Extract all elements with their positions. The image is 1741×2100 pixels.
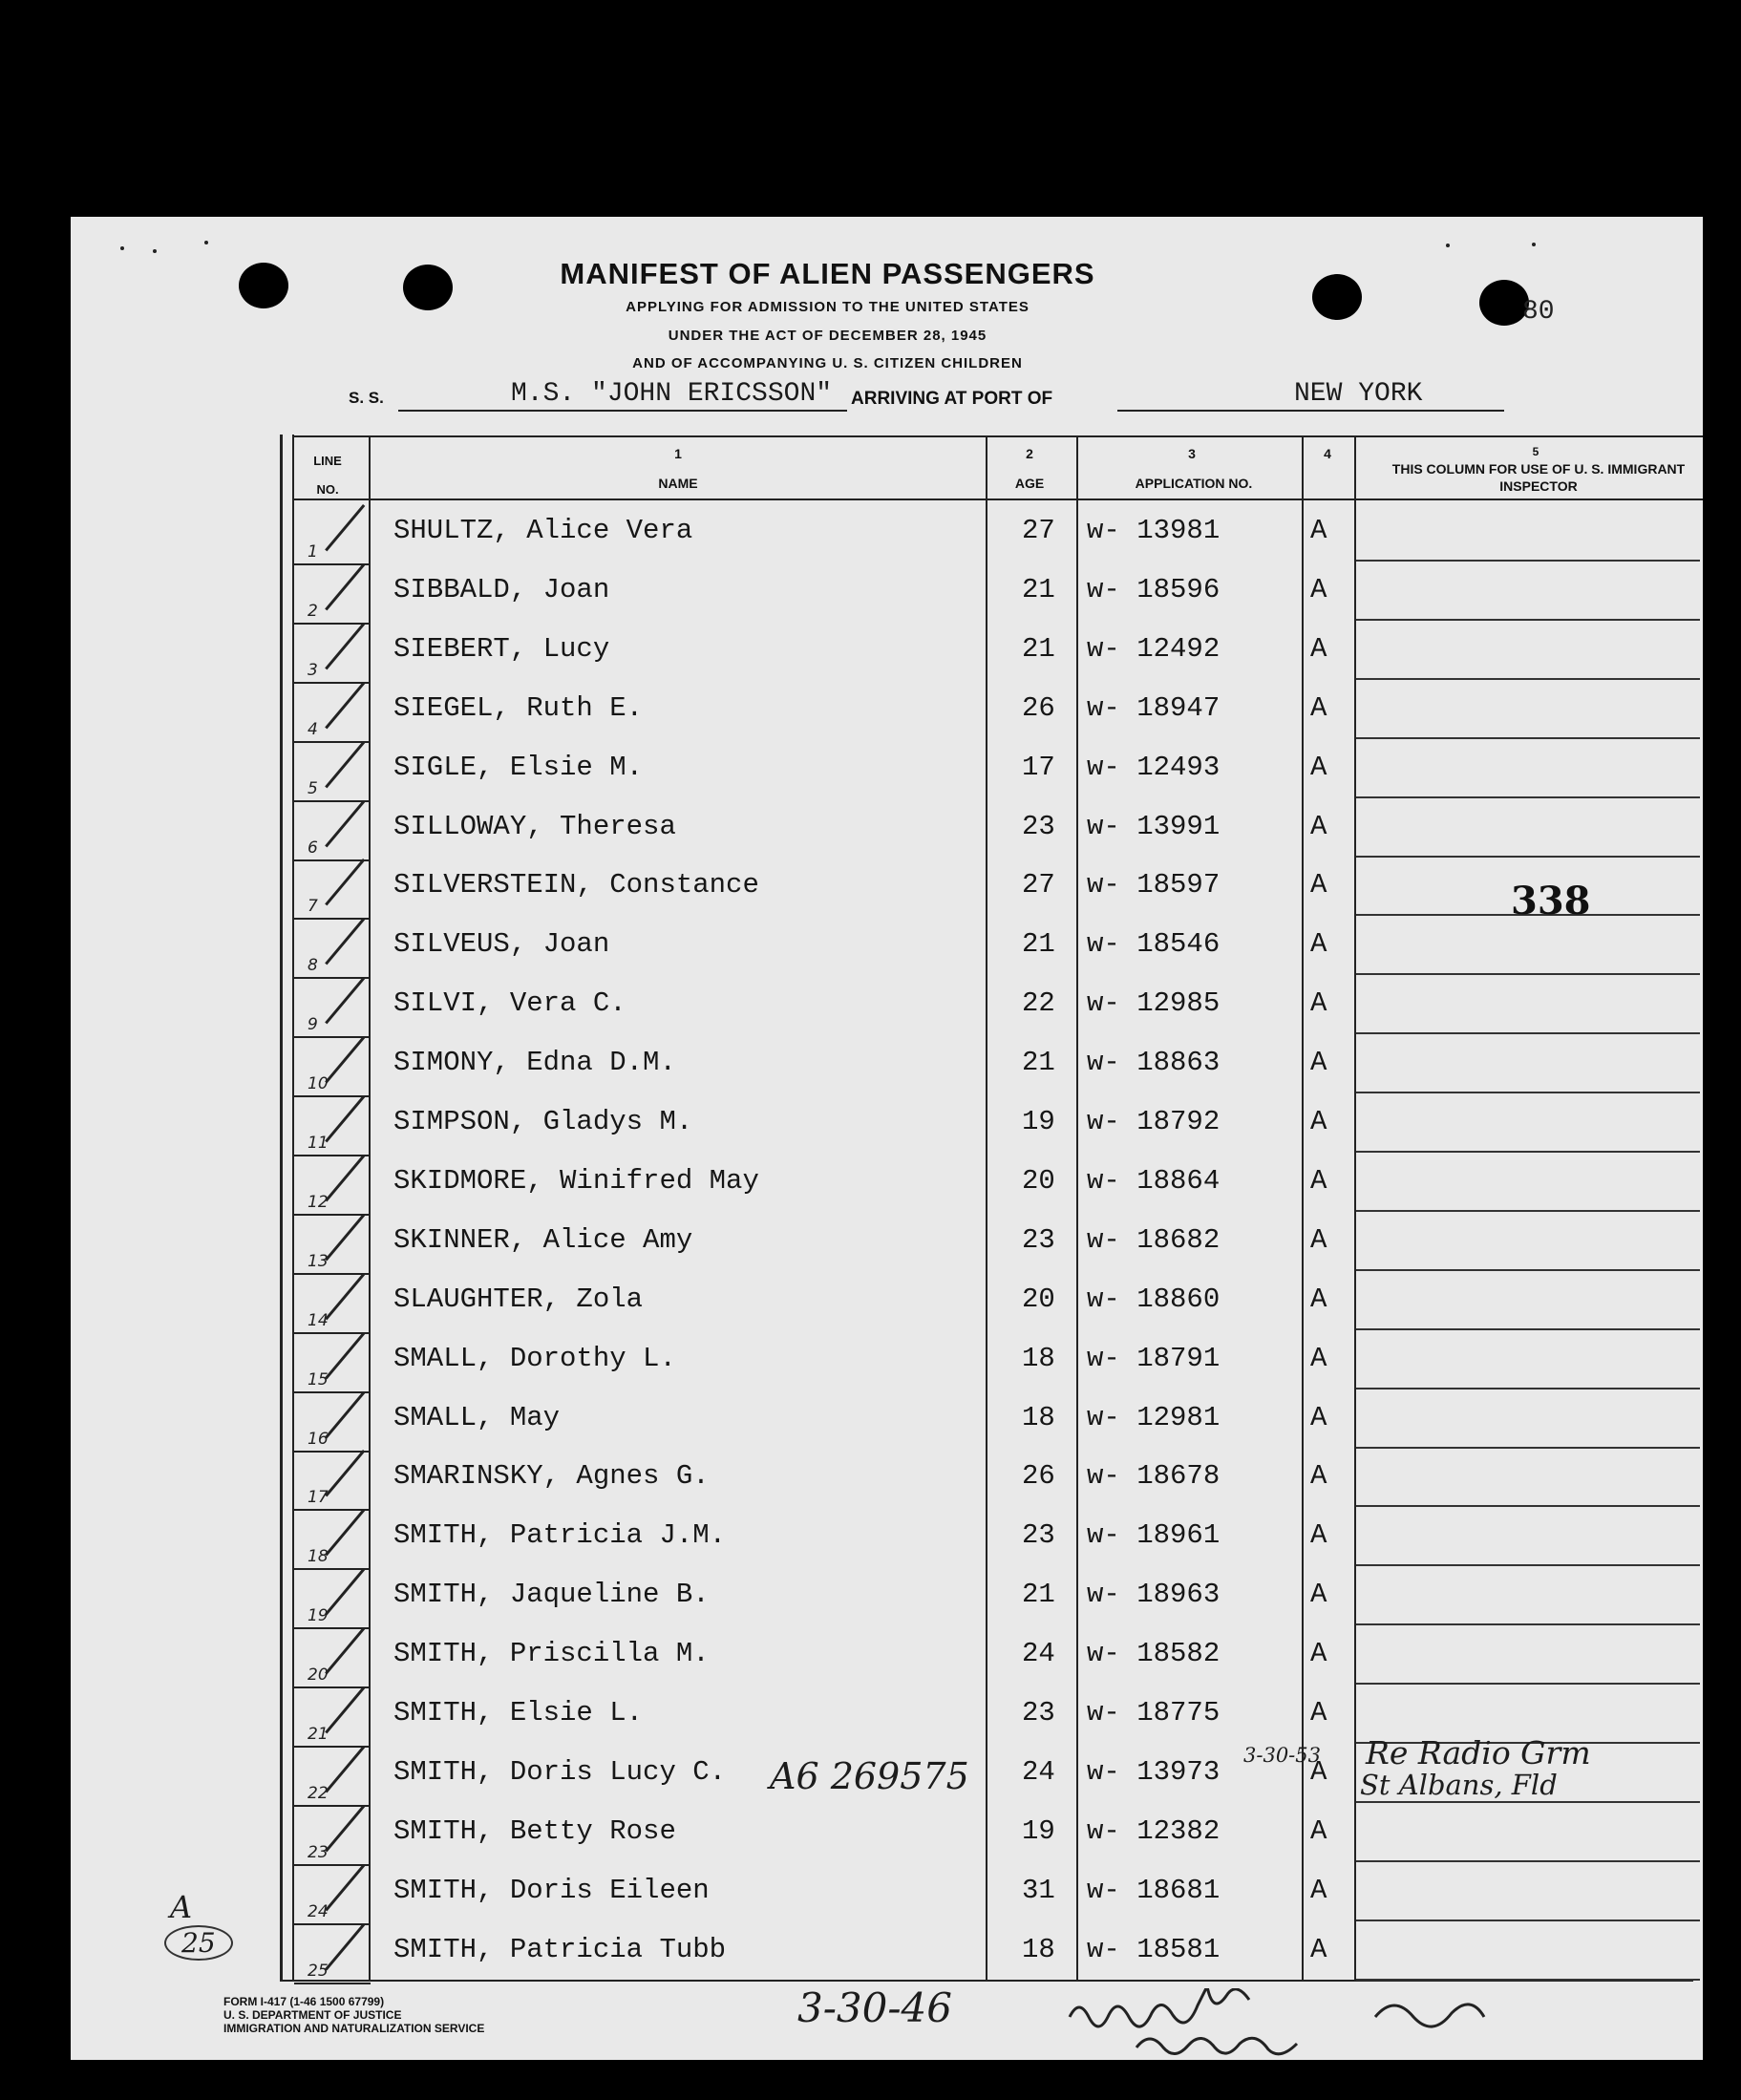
line-number: 1 (308, 542, 318, 562)
passenger-age: 20 (1022, 1164, 1055, 1197)
header-top-border (292, 435, 1703, 437)
inspector-line (1356, 1269, 1700, 1271)
inspector-line (1356, 1388, 1700, 1389)
application-number: w- 18546 (1087, 928, 1221, 961)
passenger-age: 21 (1022, 573, 1055, 605)
row-baseline (294, 1983, 371, 1984)
status-code: A (1310, 1223, 1327, 1256)
application-number: w- 12382 (1087, 1814, 1221, 1847)
passenger-name: SILVERSTEIN, Constance (393, 869, 759, 902)
passenger-name: SMITH, Patricia J.M. (393, 1519, 727, 1552)
col-number: 4 (1324, 446, 1331, 461)
col-number: 3 (1188, 446, 1196, 461)
line-number: 12 (308, 1192, 329, 1212)
status-code: A (1310, 987, 1327, 1020)
line-number: 13 (308, 1251, 329, 1271)
ss-label: S. S. (349, 389, 384, 407)
passenger-age: 23 (1022, 1697, 1055, 1729)
passenger-age: 23 (1022, 1519, 1055, 1552)
col-header-name: NAME (658, 476, 698, 491)
inspector-line (1356, 1920, 1700, 1921)
handwritten-note: Re Radio Grm (1366, 1734, 1591, 1771)
line-number: 7 (308, 897, 318, 917)
inspector-line (1356, 1623, 1700, 1625)
speck (1532, 243, 1536, 246)
application-number: w- 18860 (1087, 1283, 1221, 1315)
status-code: A (1310, 1814, 1327, 1847)
port-underline (1117, 410, 1504, 412)
line-number: 20 (308, 1665, 329, 1686)
ss-underline (398, 410, 847, 412)
passenger-name: SKINNER, Alice Amy (393, 1223, 693, 1256)
inspector-line (1356, 1860, 1700, 1862)
passenger-name: SIGLE, Elsie M. (393, 751, 644, 783)
application-number: w- 18682 (1087, 1223, 1221, 1256)
passenger-name: SMARINSKY, Agnes G. (393, 1460, 710, 1493)
status-code: A (1310, 928, 1327, 961)
application-number: w- 18864 (1087, 1164, 1221, 1197)
passenger-name: SHULTZ, Alice Vera (393, 515, 693, 546)
application-number: w- 13981 (1087, 515, 1221, 546)
passenger-name: SMITH, Patricia Tubb (393, 1933, 727, 1965)
application-number: w- 18947 (1087, 691, 1221, 724)
col-divider (1354, 437, 1356, 1980)
footer-line: U. S. DEPARTMENT OF JUSTICE (223, 2008, 402, 2022)
application-number: w- 12492 (1087, 632, 1221, 665)
passenger-age: 18 (1022, 1342, 1055, 1374)
row-baseline (294, 1864, 371, 1866)
row-baseline (294, 1686, 371, 1688)
passenger-name: SMALL, Dorothy L. (393, 1342, 676, 1374)
passenger-name: SMALL, May (393, 1401, 561, 1433)
line-number: 18 (308, 1547, 329, 1567)
status-code: A (1310, 1579, 1327, 1611)
line-number: 22 (308, 1783, 329, 1803)
status-code: A (1310, 1638, 1327, 1670)
passenger-age: 19 (1022, 1106, 1055, 1137)
inspector-line (1356, 796, 1700, 798)
status-code: A (1310, 1342, 1327, 1374)
status-code: A (1310, 573, 1327, 605)
application-number: w- 13973 (1087, 1755, 1221, 1788)
line-number: 3 (308, 660, 318, 680)
speck (120, 246, 124, 250)
passenger-name: SMITH, Doris Lucy C. (393, 1755, 727, 1788)
application-number: w- 18863 (1087, 1047, 1221, 1079)
stamp-number: 338 (1511, 879, 1591, 923)
status-code: A (1310, 1106, 1327, 1137)
inspector-line (1356, 1979, 1700, 1981)
arriving-label: ARRIVING AT PORT OF (851, 389, 1053, 409)
passenger-age: 17 (1022, 751, 1055, 783)
speck (204, 241, 208, 244)
ship-name: M.S. "JOHN ERICSSON" (511, 379, 833, 409)
application-number: w- 18596 (1087, 573, 1221, 605)
form-subtitle: UNDER THE ACT OF DECEMBER 28, 1945 (668, 328, 987, 344)
inspector-line (1356, 678, 1700, 680)
table-border-left (292, 435, 294, 1982)
passenger-name: SIMONY, Edna D.M. (393, 1047, 676, 1079)
speck (153, 249, 157, 253)
inspector-line (1356, 560, 1700, 562)
form-subtitle: AND OF ACCOMPANYING U. S. CITIZEN CHILDREN (632, 355, 1023, 371)
application-number: w- 13991 (1087, 810, 1221, 842)
passenger-age: 27 (1022, 869, 1055, 902)
line-number: 15 (308, 1369, 329, 1389)
table-border-left (280, 435, 283, 1982)
status-code: A (1310, 1755, 1327, 1788)
passenger-name: SIMPSON, Gladys M. (393, 1106, 693, 1137)
passenger-age: 26 (1022, 691, 1055, 724)
status-code: A (1310, 1401, 1327, 1433)
passenger-age: 19 (1022, 1814, 1055, 1847)
passenger-age: 21 (1022, 928, 1055, 961)
handwritten-note: St Albans, Fld (1360, 1769, 1558, 1801)
passenger-name: SMITH, Priscilla M. (393, 1638, 710, 1670)
form-footer (223, 1995, 484, 2035)
col-header-line-no (294, 447, 361, 504)
col-number: 2 (1026, 446, 1033, 461)
footer-line: IMMIGRATION AND NATURALIZATION SERVICE (223, 2022, 485, 2035)
application-number: w- 18597 (1087, 869, 1221, 902)
inspector-line (1356, 737, 1700, 739)
status-code: A (1310, 632, 1327, 665)
passenger-age: 31 (1022, 1874, 1055, 1906)
row-baseline (294, 1746, 371, 1748)
row-baseline (294, 1451, 371, 1453)
inspector-line (1356, 1564, 1700, 1566)
application-number: w- 18792 (1087, 1106, 1221, 1137)
col-number: 1 (674, 446, 682, 461)
line-number: 10 (308, 1074, 329, 1094)
passenger-name: SMITH, Doris Eileen (393, 1874, 710, 1906)
form-title: MANIFEST OF ALIEN PASSENGERS (560, 257, 1095, 290)
application-number: w- 18963 (1087, 1579, 1221, 1611)
application-number: w- 12493 (1087, 751, 1221, 783)
inspector-line (1356, 1092, 1700, 1093)
row-baseline (294, 1155, 371, 1156)
line-number: 11 (308, 1134, 329, 1153)
status-code: A (1310, 1047, 1327, 1079)
status-code: A (1310, 1283, 1327, 1315)
row-baseline (294, 1095, 371, 1097)
passenger-name: SILLOWAY, Theresa (393, 810, 676, 842)
status-code: A (1310, 691, 1327, 724)
status-code: A (1310, 1697, 1327, 1729)
col-header-inspector: THIS COLUMN FOR USE OF U. S. IMMIGRANT INSPECTOR (1391, 461, 1686, 494)
passenger-age: 18 (1022, 1401, 1055, 1433)
margin-mark: A (170, 1889, 193, 1925)
col-number: 5 (1532, 445, 1539, 458)
row-baseline (294, 977, 371, 979)
row-baseline (294, 1273, 371, 1275)
row-baseline (294, 859, 371, 861)
header-bottom-border (292, 498, 1703, 500)
application-number: w- 18581 (1087, 1933, 1221, 1965)
line-number: 14 (308, 1310, 329, 1330)
row-baseline (294, 918, 371, 920)
row-baseline (294, 1036, 371, 1038)
status-code: A (1310, 751, 1327, 783)
status-code: A (1310, 1874, 1327, 1906)
inspector-line (1356, 1032, 1700, 1034)
passenger-name: SILVI, Vera C. (393, 987, 626, 1020)
inspector-line (1356, 1328, 1700, 1330)
page-number: 80 (1522, 297, 1555, 327)
inspector-signature (1060, 1988, 1499, 2065)
status-code: A (1310, 1519, 1327, 1552)
row-baseline (294, 1805, 371, 1807)
inspector-line (1356, 973, 1700, 975)
passenger-age: 22 (1022, 987, 1055, 1020)
inspector-line (1356, 619, 1700, 621)
row-baseline (294, 1332, 371, 1334)
speck (1446, 244, 1450, 247)
handwritten-alien-number: A6 269575 (770, 1755, 969, 1797)
line-number: 24 (308, 1901, 329, 1921)
passenger-name: SKIDMORE, Winifred May (393, 1164, 759, 1197)
status-code: A (1310, 869, 1327, 902)
row-baseline (294, 1509, 371, 1511)
line-number: 2 (308, 601, 318, 621)
application-number: w- 18961 (1087, 1519, 1221, 1552)
handwritten-date: 3-30-53 (1243, 1744, 1321, 1767)
passenger-name: SIEGEL, Ruth E. (393, 691, 644, 724)
application-number: w- 18681 (1087, 1874, 1221, 1906)
status-code: A (1310, 515, 1327, 546)
row-baseline (294, 741, 371, 743)
row-baseline (294, 1214, 371, 1216)
handwritten-date: 3-30-46 (797, 1984, 952, 2031)
row-baseline (294, 623, 371, 625)
line-number: 4 (308, 719, 318, 739)
col-header-application: APPLICATION NO. (1135, 476, 1253, 491)
col-header-age: AGE (1014, 476, 1045, 491)
row-baseline (294, 1568, 371, 1570)
row-baseline (294, 800, 371, 802)
application-number: w- 18678 (1087, 1460, 1221, 1493)
passenger-name: SIBBALD, Joan (393, 573, 610, 605)
passenger-age: 26 (1022, 1460, 1055, 1493)
line-no-label: LINE NO. (313, 454, 342, 497)
inspector-line (1356, 1151, 1700, 1153)
passenger-age: 23 (1022, 1223, 1055, 1256)
application-number: w- 12985 (1087, 987, 1221, 1020)
line-number: 25 (308, 1961, 329, 1981)
line-number: 21 (308, 1725, 329, 1744)
inspector-line (1356, 1505, 1700, 1507)
row-baseline (294, 1627, 371, 1629)
port-name: NEW YORK (1294, 379, 1423, 409)
row-baseline (294, 563, 371, 565)
margin-mark: 25 (164, 1925, 233, 1961)
status-code: A (1310, 1460, 1327, 1493)
col-divider (1076, 437, 1078, 1980)
line-number: 23 (308, 1842, 329, 1862)
inspector-line (1356, 1683, 1700, 1685)
line-number: 6 (308, 838, 318, 858)
status-code: A (1310, 810, 1327, 842)
passenger-age: 21 (1022, 1579, 1055, 1611)
application-number: w- 18775 (1087, 1697, 1221, 1729)
line-number: 17 (308, 1488, 329, 1508)
ship-row (349, 377, 1695, 412)
line-number: 5 (308, 778, 318, 798)
passenger-age: 24 (1022, 1638, 1055, 1670)
passenger-age: 23 (1022, 810, 1055, 842)
application-number: w- 18582 (1087, 1638, 1221, 1670)
inspector-line (1356, 856, 1700, 858)
passenger-age: 21 (1022, 632, 1055, 665)
status-code: A (1310, 1164, 1327, 1197)
footer-line: FORM I-417 (1-46 1500 67799) (223, 1995, 385, 2008)
line-number: 9 (308, 1015, 318, 1035)
row-baseline (294, 682, 371, 684)
passenger-name: SILVEUS, Joan (393, 928, 610, 961)
application-number: w- 12981 (1087, 1401, 1221, 1433)
row-baseline (294, 1923, 371, 1925)
line-number: 16 (308, 1429, 329, 1449)
passenger-name: SMITH, Betty Rose (393, 1814, 676, 1847)
passenger-name: SMITH, Elsie L. (393, 1697, 644, 1729)
inspector-line (1356, 1210, 1700, 1212)
passenger-age: 21 (1022, 1047, 1055, 1079)
row-baseline (294, 1391, 371, 1393)
passenger-name: SMITH, Jaqueline B. (393, 1579, 710, 1611)
application-number: w- 18791 (1087, 1342, 1221, 1374)
line-number: 8 (308, 956, 318, 976)
inspector-line (1356, 1801, 1700, 1803)
passenger-age: 24 (1022, 1755, 1055, 1788)
form-subtitle: APPLYING FOR ADMISSION TO THE UNITED STATES (626, 299, 1030, 315)
col-divider (369, 437, 371, 1980)
status-code: A (1310, 1933, 1327, 1965)
passenger-age: 18 (1022, 1933, 1055, 1965)
inspector-line (1356, 1447, 1700, 1449)
line-number: 19 (308, 1606, 329, 1626)
passenger-age: 20 (1022, 1283, 1055, 1315)
passenger-name: SLAUGHTER, Zola (393, 1283, 644, 1315)
passenger-age: 27 (1022, 515, 1055, 546)
passenger-name: SIEBERT, Lucy (393, 632, 610, 665)
col-divider (986, 437, 987, 1980)
